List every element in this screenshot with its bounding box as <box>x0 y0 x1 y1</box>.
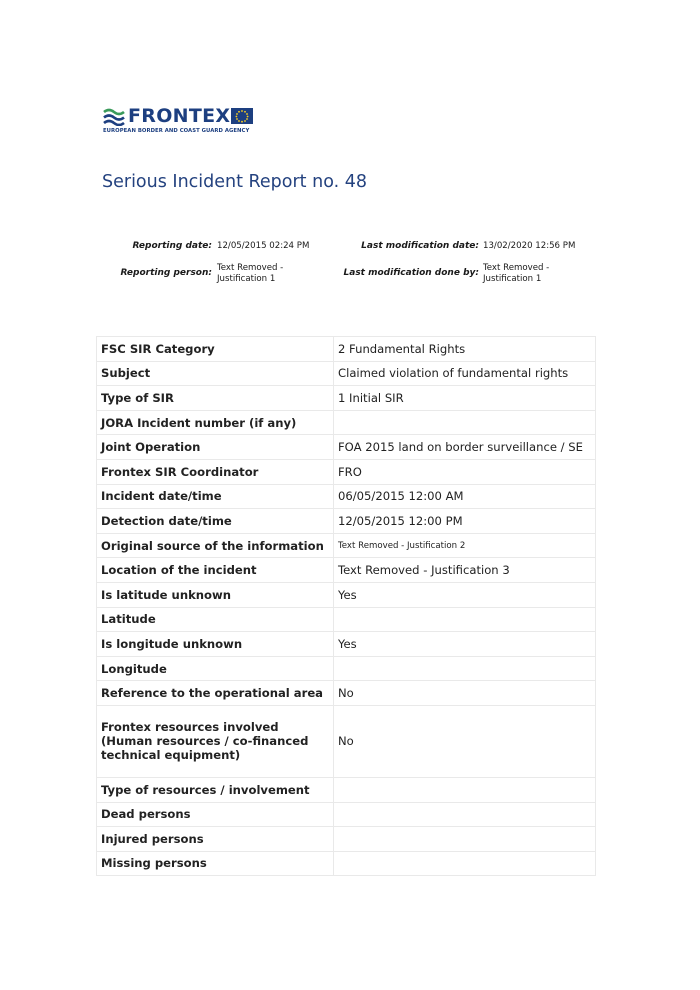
row-value: 12/05/2015 12:00 PM <box>334 509 596 534</box>
row-label: Is latitude unknown <box>97 582 334 607</box>
row-label: JORA Incident number (if any) <box>97 410 334 435</box>
table-row <box>97 533 596 558</box>
table-row <box>97 361 596 386</box>
last-modification-date-label: Last modification date: <box>361 241 479 251</box>
table-row <box>97 509 596 534</box>
row-value: No <box>334 705 596 777</box>
table-row <box>97 827 596 852</box>
table-row <box>97 851 596 876</box>
table-row <box>97 435 596 460</box>
row-value: FRO <box>334 459 596 484</box>
row-value: FOA 2015 land on border surveillance / SE <box>334 435 596 460</box>
reporting-date-value: 12/05/2015 02:24 PM <box>217 241 310 251</box>
row-label: Subject <box>97 361 334 386</box>
table-row <box>97 386 596 411</box>
row-label: Longitude <box>97 656 334 681</box>
row-value: 06/05/2015 12:00 AM <box>334 484 596 509</box>
row-value: No <box>334 681 596 706</box>
logo-brand-text: FRONTEX <box>128 105 231 127</box>
row-value: 1 Initial SIR <box>334 386 596 411</box>
reporting-person-value: Text Removed - Justification 1 <box>217 263 284 284</box>
row-value: Claimed violation of fundamental rights <box>334 361 596 386</box>
last-modification-by-label: Last modification done by: <box>343 268 479 278</box>
table-row <box>97 802 596 827</box>
table-row <box>97 558 596 583</box>
row-label: Incident date/time <box>97 484 334 509</box>
table-row <box>97 484 596 509</box>
row-label: Location of the incident <box>97 558 334 583</box>
table-row <box>97 410 596 435</box>
row-value: Yes <box>334 582 596 607</box>
row-value: Yes <box>334 632 596 657</box>
row-label: Frontex resources involved (Human resources / co-financed technical equipment) <box>97 705 334 777</box>
row-value <box>334 802 596 827</box>
row-value <box>334 410 596 435</box>
reporting-person-label: Reporting person: <box>120 268 212 278</box>
report-title: Serious Incident Report no. 48 <box>102 172 367 192</box>
row-label: Latitude <box>97 607 334 632</box>
row-label: Type of resources / involvement <box>97 777 334 802</box>
table-row <box>97 656 596 681</box>
row-value <box>334 607 596 632</box>
eu-flag-icon <box>231 108 253 124</box>
row-value: 2 Fundamental Rights <box>334 337 596 362</box>
table-row <box>97 777 596 802</box>
row-label: Type of SIR <box>97 386 334 411</box>
table-row <box>97 681 596 706</box>
last-modification-by-value: Text Removed - Justification 1 <box>483 263 550 284</box>
row-label: Is longitude unknown <box>97 632 334 657</box>
row-label: FSC SIR Category <box>97 337 334 362</box>
row-value <box>334 656 596 681</box>
table-row <box>97 582 596 607</box>
row-value <box>334 851 596 876</box>
incident-details-table <box>96 336 596 876</box>
row-label: Injured persons <box>97 827 334 852</box>
reporting-date-label: Reporting date: <box>132 241 212 251</box>
row-label: Frontex SIR Coordinator <box>97 459 334 484</box>
row-label: Joint Operation <box>97 435 334 460</box>
row-value: Text Removed - Justification 3 <box>334 558 596 583</box>
table-row <box>97 459 596 484</box>
row-value <box>334 777 596 802</box>
table-row <box>97 705 596 777</box>
logo-tagline: EUROPEAN BORDER AND COAST GUARD AGENCY <box>103 128 250 134</box>
frontex-waves-icon <box>103 108 125 126</box>
table-row <box>97 607 596 632</box>
row-label: Detection date/time <box>97 509 334 534</box>
row-label: Reference to the operational area <box>97 681 334 706</box>
table-row <box>97 337 596 362</box>
last-modification-date-value: 13/02/2020 12:56 PM <box>483 241 576 251</box>
row-label: Original source of the information <box>97 533 334 558</box>
row-value <box>334 827 596 852</box>
row-label: Dead persons <box>97 802 334 827</box>
row-value: Text Removed - Justification 2 <box>334 533 596 558</box>
frontex-logo <box>103 106 263 136</box>
table-row <box>97 632 596 657</box>
row-label: Missing persons <box>97 851 334 876</box>
